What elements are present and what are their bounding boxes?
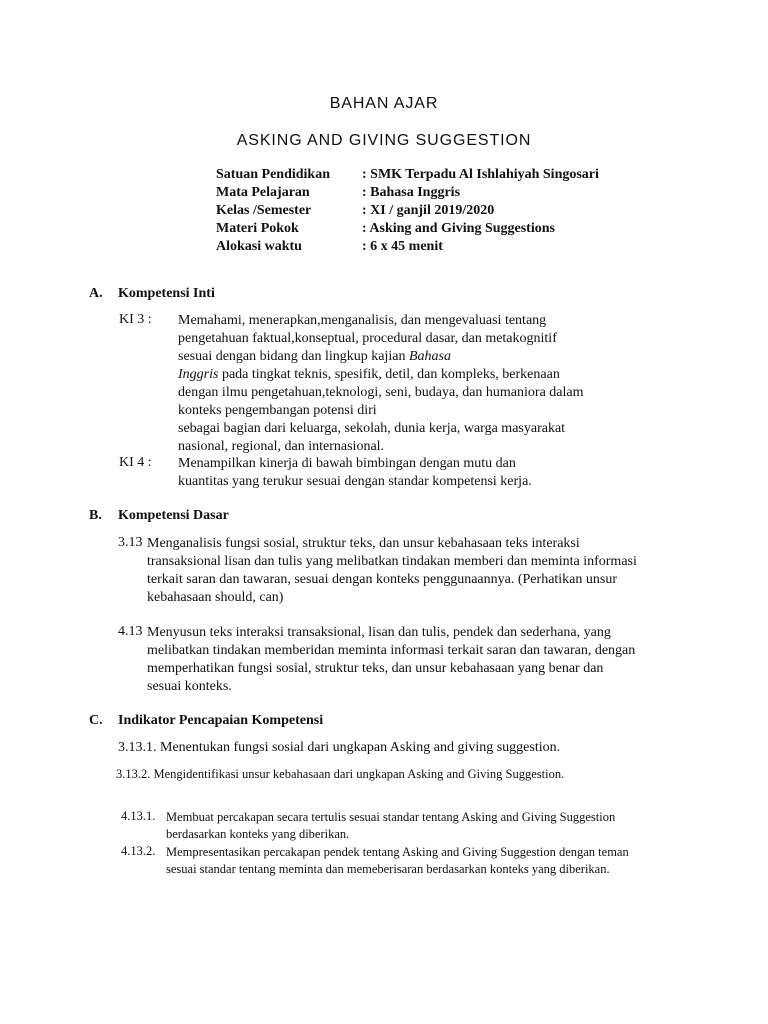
meta-label-satuan: Satuan Pendidikan [216,167,330,182]
indikator-4-13-1-number: 4.13.1. [121,809,156,823]
meta-label-materi: Materi Pokok [216,221,299,236]
ki3-line: dengan ilmu pengetahuan,teknologi, seni, budaya, dan humaniora dalam [178,385,584,400]
indikator-line: Membuat percakapan secara tertulis sesuai standar tentang Asking and Giving Suggestion [166,810,616,824]
kd413-line: sesuai konteks. [147,679,232,694]
ki3-line-italic: Bahasa [408,349,451,364]
ki3-line-text: pada tingkat teknis, spesifik, detil, dan kompleks, berkenaan [221,367,560,382]
section-b-heading: Kompetensi Dasar [118,508,229,523]
kd313-text [147,535,637,607]
indikator-line: sesuai standar tentang meminta dan memeberisaran berdasarkan konteks yang diberikan. [166,862,610,876]
section-a-letter: A. [89,286,103,301]
meta-values [362,166,599,256]
kd413-line: melibatkan tindakan memberidan meminta informasi terkait saran dan tawaran, dengan [147,643,636,658]
page-subtitle: ASKING AND GIVING SUGGESTION [236,132,532,149]
kd313-line: Menganalisis fungsi sosial, struktur teks, dan unsur kebahasaan teks interaksi [147,536,580,551]
meta-value-satuan: : SMK Terpadu Al Ishlahiyah Singosari [362,167,599,182]
ki4-text [178,455,532,491]
kd313-line: kebahasaan should, can) [147,590,284,605]
meta-value-materi: : Asking and Giving Suggestions [362,221,555,236]
section-b-letter: B. [89,508,102,523]
section-c-letter: C. [89,713,103,728]
ki3-line: sebagai bagian dari keluarga, sekolah, dunia kerja, warga masyarakat [178,421,566,436]
ki3-line: konteks pengembangan potensi diri [178,403,377,418]
indikator-4-13-2-text [166,844,629,878]
meta-label-alokasi: Alokasi waktu [216,239,302,254]
section-a-heading: Kompetensi Inti [118,286,215,301]
ki4-line: kuantitas yang terukur sesuai dengan standar kompetensi kerja. [178,474,532,489]
ki3-line [178,348,584,366]
indikator-line: Mempresentasikan percakapan pendek tentang Asking and Giving Suggestion dengan teman [166,845,629,859]
indikator-3-13-2: 3.13.2. Mengidentifikasi unsur kebahasaan dari ungkapan Asking and Giving Suggestion. [116,767,565,781]
kd313-line: transaksional lisan dan tulis yang melibatkan tindakan memberi dan meminta informasi [147,554,637,569]
ki3-line: Memahami, menerapkan,menganalisis, dan mengevaluasi tentang [178,313,547,328]
kd413-number: 4.13 [118,624,143,639]
indikator-line: berdasarkan konteks yang diberikan. [166,827,350,841]
ki3-line [178,366,584,384]
meta-value-mapel: : Bahasa Inggris [362,185,461,200]
meta-label-kelas: Kelas /Semester [216,203,312,218]
page-title: BAHAN AJAR [329,95,439,112]
indikator-4-13-2-number: 4.13.2. [121,844,156,858]
meta-label-mapel: Mata Pelajaran [216,185,310,200]
meta-value-kelas: : XI / ganjil 2019/2020 [362,203,495,218]
meta-labels [216,166,330,256]
ki3-line-italic: Inggris [178,367,219,382]
ki3-label: KI 3 : [119,312,152,327]
kd413-line: Menyusun teks interaksi transaksional, lisan dan tulis, pendek dan sederhana, yang [147,625,611,640]
ki3-text [178,312,584,456]
indikator-3-13-1: 3.13.1. Menentukan fungsi sosial dari ungkapan Asking and giving suggestion. [118,740,561,755]
section-c-heading: Indikator Pencapaian Kompetensi [118,713,324,728]
ki4-line: Menampilkan kinerja di bawah bimbingan dengan mutu dan [178,456,516,471]
ki3-line: nasional, regional, dan internasional. [178,439,385,454]
kd313-number: 3.13 [118,535,143,550]
indikator-4-13-1-text [166,809,615,843]
meta-value-alokasi: : 6 x 45 menit [362,239,443,254]
ki3-line: pengetahuan faktual,konseptual, procedural dasar, dan metakognitif [178,331,557,346]
kd413-line: memperhatikan fungsi sosial, struktur teks, dan unsur kebahasaan yang benar dan [147,661,604,676]
kd413-text [147,624,635,696]
ki4-label: KI 4 : [119,455,152,470]
kd313-line: terkait saran dan tawaran, sesuai dengan konteks penggunaannya. (Perhatikan unsur [147,572,618,587]
ki3-line-text: sesuai dengan bidang dan lingkup kajian [178,349,406,364]
